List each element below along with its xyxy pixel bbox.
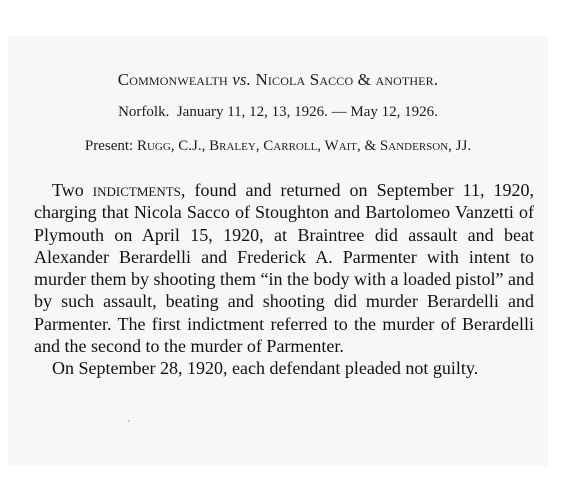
document-page	[8, 36, 548, 466]
present-justices: Rugg, C.J., Braley, Carroll, Wait, & Sanderson, JJ.	[136, 138, 472, 154]
case-title-versus: vs.	[232, 70, 252, 89]
paragraph-indictments	[34, 179, 534, 357]
court-date-line: Norfolk. January 11, 12, 13, 1926. — May 12, 1926.	[118, 104, 438, 120]
paragraph-plea: On September 28, 1920, each defendant pleaded not guilty.	[52, 358, 479, 379]
present-line	[8, 138, 548, 155]
case-body	[34, 179, 534, 380]
scan-speck	[128, 420, 130, 422]
paragraph-lead-word: Two	[52, 180, 84, 200]
case-title	[8, 70, 548, 90]
paragraph-indictments-text: , found and returned on September 11, 1920, charging that Nicola Sacco of Stoughton and Bartolomeo Vanzetti of Plymouth on April 15, 1920, at Braintree did assault and beat Alexander Berardelli and Frederick A. Parmenter with intent to murder them by shooting them “in the body with a loaded pistol” and by such assault, beating and shooting did murder Berardelli and Parmenter. The first indictment referred to the murder of Berardelli and the second to the murder of Parmenter.	[34, 180, 534, 357]
case-title-first: Commonwealth	[117, 70, 228, 89]
paragraph-keyword: indictments	[92, 180, 181, 200]
case-title-rest: Nicola Sacco & another.	[255, 70, 439, 89]
present-label: Present:	[84, 138, 134, 154]
